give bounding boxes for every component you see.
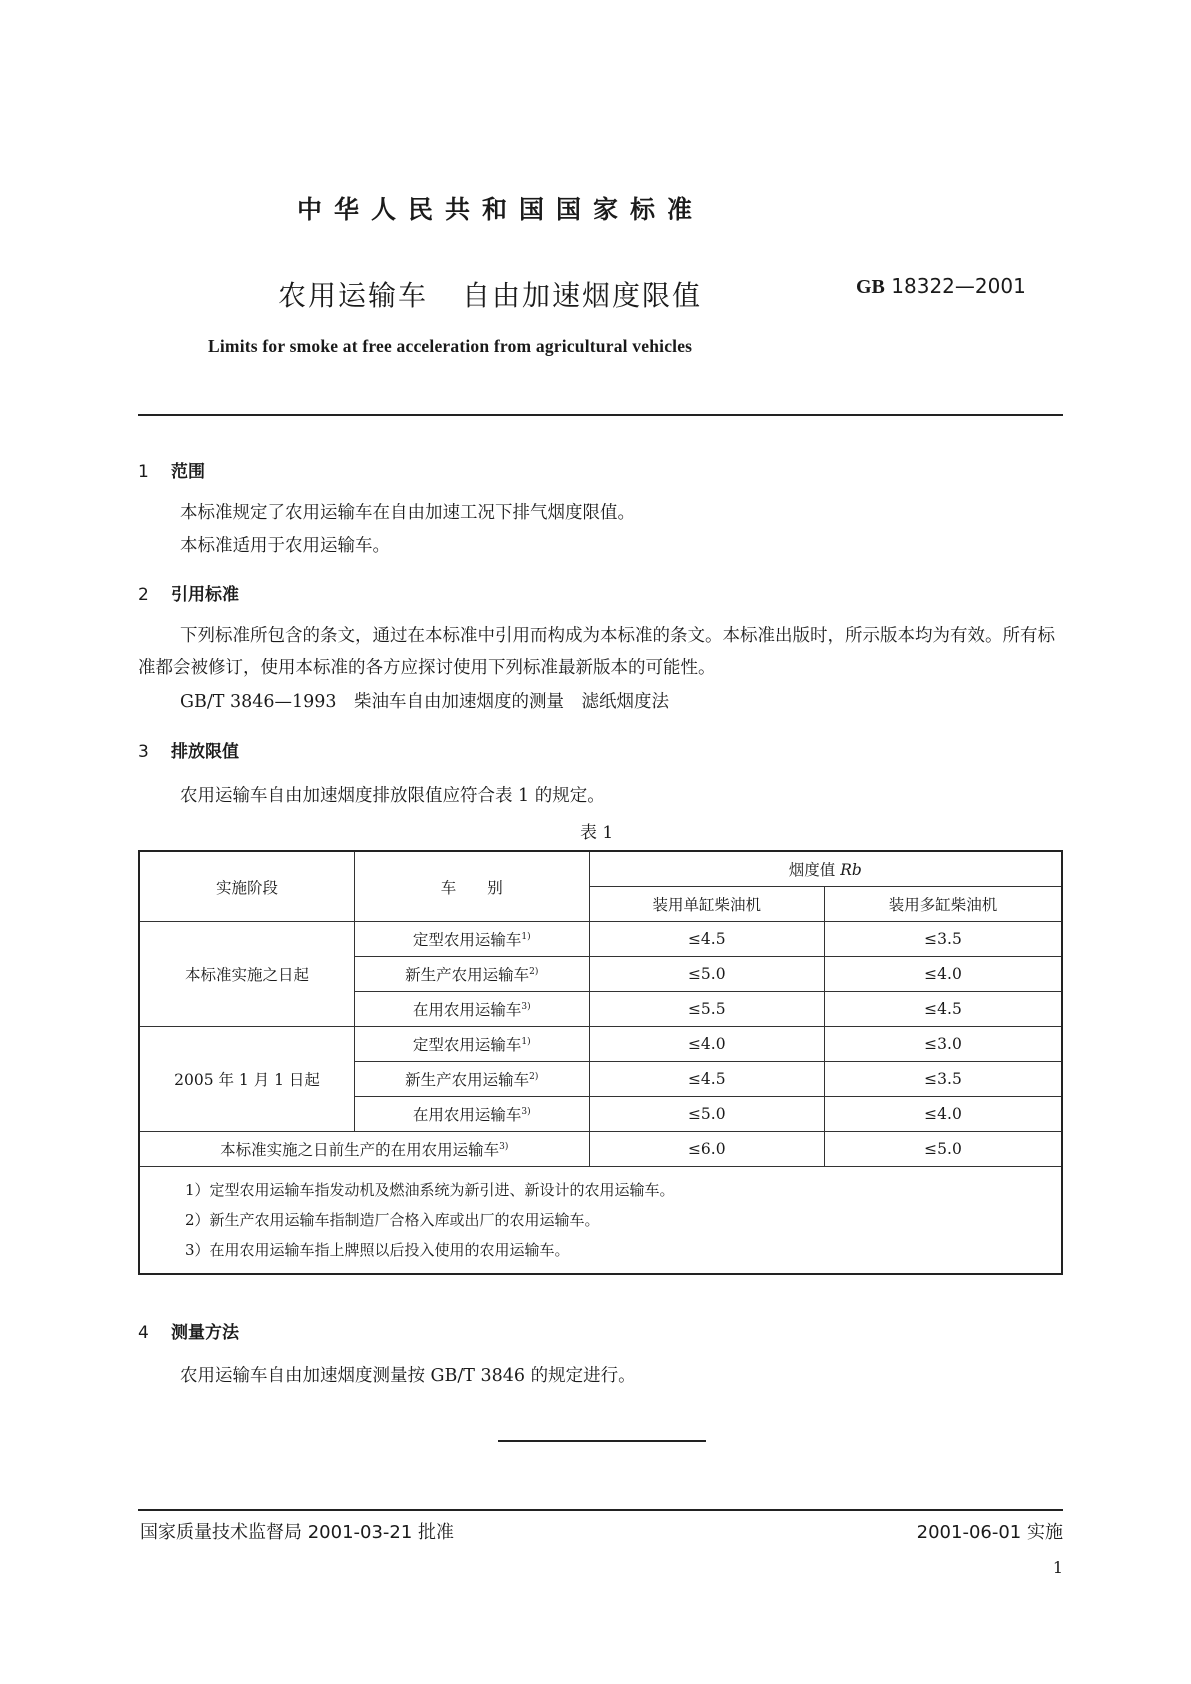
single-value-cell: ≤5.5 <box>589 992 824 1027</box>
table-note: 2）新生产农用运输车指制造厂合格入库或出厂的农用运输车。 <box>185 1211 600 1229</box>
header-divider <box>138 414 1063 416</box>
section-4-heading: 4 测量方法 <box>138 1323 239 1343</box>
table-notes <box>139 1167 1062 1275</box>
vehicle-cell: 定型农用运输车$^{1)}$ <box>355 1027 590 1062</box>
stage-cell: 本标准实施之日起 <box>139 922 355 1027</box>
section-1-heading: 1 范围 <box>138 462 205 482</box>
single-value-cell: ≤4.5 <box>589 922 824 957</box>
end-rule <box>498 1440 706 1442</box>
section-1-paragraph-2: 本标准适用于农用运输车。 <box>180 536 390 556</box>
table-note: 1）定型农用运输车指发动机及燃油系统为新引进、新设计的农用运输车。 <box>185 1181 675 1199</box>
single-value-cell: ≤4.0 <box>589 1027 824 1062</box>
page-number: 1 <box>1052 1558 1063 1577</box>
document-title: 农用运输车 自由加速烟度限值 <box>278 279 703 312</box>
table-caption: 表 1 <box>580 823 614 843</box>
single-value-cell: ≤4.5 <box>589 1062 824 1097</box>
section-3-paragraph: 农用运输车自由加速烟度排放限值应符合表 1 的规定。 <box>180 786 605 806</box>
section-1-paragraph-1: 本标准规定了农用运输车在自由加速工况下排气烟度限值。 <box>180 503 635 523</box>
multi-value-cell: ≤3.0 <box>825 1027 1063 1062</box>
multi-value-cell: ≤3.5 <box>825 922 1063 957</box>
table-note: 3）在用农用运输车指上牌照以后投入使用的农用运输车。 <box>185 1241 570 1259</box>
multi-value-cell: ≤4.0 <box>825 1097 1063 1132</box>
section-2-paragraph: 下列标准所包含的条文，通过在本标准中引用而构成为本标准的条文。本标准出版时，所示版本均为有效。所有标准都会被修订，使用本标准的各方应探讨使用下列标准最新版本的可能性。 <box>138 626 1055 678</box>
vehicle-cell: 定型农用运输车$^{1)}$ <box>355 922 590 957</box>
vehicle-cell: 新生产农用运输车$^{2)}$ <box>355 957 590 992</box>
table-row <box>139 1027 1062 1062</box>
standard-code: GB 18322—2001 <box>856 274 1026 298</box>
implementation-line: 2001-06-01 实施 <box>916 1522 1063 1543</box>
section-2-heading: 2 引用标准 <box>138 585 239 605</box>
approval-line: 国家质量技术监督局 2001-03-21 批准 <box>140 1522 455 1543</box>
smoke-limits-table <box>138 850 1063 1275</box>
multi-value-cell: ≤5.0 <box>825 1132 1063 1167</box>
header-smoke-value: 烟度值 Rb <box>589 851 1062 887</box>
national-standard-heading: 中华人民共和国国家标准 <box>296 195 704 224</box>
vehicle-cell: 在用农用运输车$^{3)}$ <box>355 992 590 1027</box>
section-3-heading: 3 排放限值 <box>138 742 239 762</box>
single-value-cell: ≤5.0 <box>589 1097 824 1132</box>
multi-value-cell: ≤4.0 <box>825 957 1063 992</box>
english-title: Limits for smoke at free acceleration from agricultural vehicles <box>208 336 693 356</box>
header-vehicle: 车 别 <box>355 851 590 922</box>
table-row <box>139 1132 1062 1167</box>
vehicle-cell: 新生产农用运输车$^{2)}$ <box>355 1062 590 1097</box>
footer-divider <box>138 1509 1063 1511</box>
vehicle-cell: 在用农用运输车$^{3)}$ <box>355 1097 590 1132</box>
header-multi-cylinder: 装用多缸柴油机 <box>825 887 1063 922</box>
table-row <box>139 922 1062 957</box>
header-stage: 实施阶段 <box>139 851 355 922</box>
stage-cell: 2005 年 1 月 1 日起 <box>139 1027 355 1132</box>
multi-value-cell: ≤4.5 <box>825 992 1063 1027</box>
header-single-cylinder: 装用单缸柴油机 <box>589 887 824 922</box>
single-value-cell: ≤6.0 <box>589 1132 824 1167</box>
multi-value-cell: ≤3.5 <box>825 1062 1063 1097</box>
section-4-paragraph: 农用运输车自由加速烟度测量按 GB/T 3846 的规定进行。 <box>180 1366 636 1386</box>
normative-reference: GB/T 3846—1993 柴油车自由加速烟度的测量 滤纸烟度法 <box>180 692 670 712</box>
in-use-before-cell: 本标准实施之日前生产的在用农用运输车$^{3)}$ <box>139 1132 589 1167</box>
single-value-cell: ≤5.0 <box>589 957 824 992</box>
